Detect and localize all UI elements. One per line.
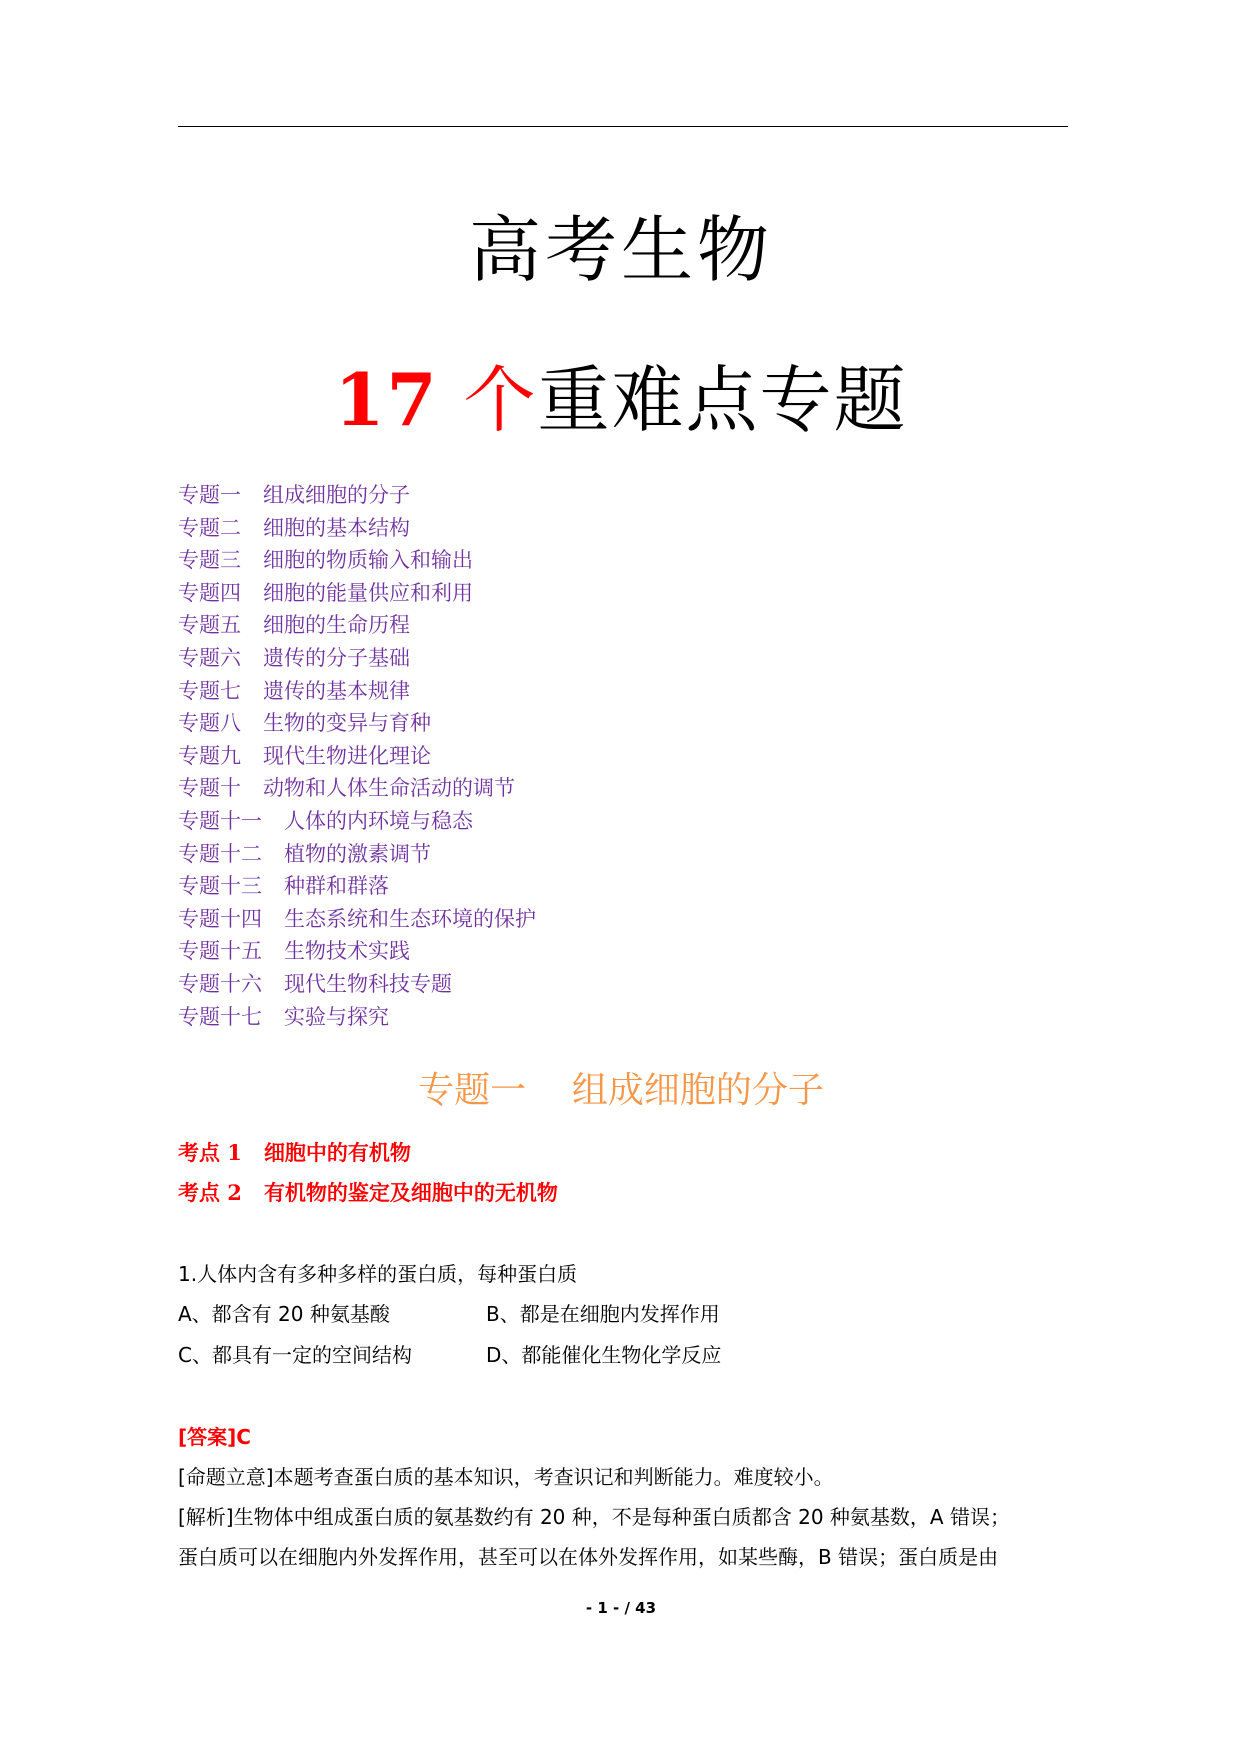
toc-item-label: 专题十二 (178, 841, 262, 866)
toc-item[interactable] (178, 544, 978, 577)
toc-item-text: 生物技术实践 (284, 939, 410, 964)
toc-item-text: 细胞的基本结构 (263, 515, 410, 540)
title-measure-word: 个 (463, 358, 538, 442)
toc-item[interactable] (178, 512, 978, 545)
title-number: 17 (334, 357, 439, 442)
toc-item-label: 专题十三 (178, 874, 262, 899)
toc-item[interactable] (178, 805, 978, 838)
analysis-line-1: [解析]生物体中组成蛋白质的氨基数约有 20 种，不是每种蛋白质都含 20 种氨基数，A 错误； (178, 1505, 1010, 1529)
toc-item[interactable] (178, 968, 978, 1001)
toc-item-label: 专题十五 (178, 939, 262, 964)
options-row-1 (178, 1299, 794, 1329)
toc-item-label: 专题五 (178, 613, 241, 638)
toc-item-label: 专题三 (178, 548, 241, 573)
toc-item-text: 生物的变异与育种 (263, 711, 431, 736)
toc-item-label: 专题十一 (178, 808, 262, 833)
toc-item-text: 细胞的能量供应和利用 (263, 580, 473, 605)
exam-point-label: 考点 1 (178, 1140, 242, 1165)
option-a: A、都含有 20 种氨基酸 (178, 1302, 390, 1326)
toc-item[interactable] (178, 577, 978, 610)
exam-point-2 (178, 1178, 558, 1208)
title-line-1: 高考生物 (468, 208, 773, 292)
question-stem: 1.人体内含有多种多样的蛋白质，每种蛋白质 (178, 1262, 578, 1286)
toc-item[interactable] (178, 772, 978, 805)
toc-item[interactable] (178, 903, 978, 936)
toc-item[interactable] (178, 838, 978, 871)
toc-item[interactable] (178, 870, 978, 903)
toc-item-text: 现代生物进化理论 (263, 743, 431, 768)
toc-item-label: 专题二 (178, 515, 241, 540)
toc-item-text: 生态系统和生态环境的保护 (284, 906, 536, 931)
answer: [答案]C (178, 1425, 251, 1449)
toc-item-text: 动物和人体生命活动的调节 (263, 776, 515, 801)
toc-item-text: 植物的激素调节 (284, 841, 431, 866)
toc-item-text: 人体的内环境与稳态 (284, 808, 473, 833)
toc-item-text: 实验与探究 (284, 1004, 389, 1029)
toc-item-text: 现代生物科技专题 (284, 971, 452, 996)
toc-item[interactable] (178, 675, 978, 708)
toc-item-label: 专题十四 (178, 906, 262, 931)
toc-item-label: 专题十七 (178, 1004, 262, 1029)
toc-item-text: 细胞的物质输入和输出 (263, 548, 473, 573)
toc-item[interactable] (178, 609, 978, 642)
toc-item-label: 专题十六 (178, 971, 262, 996)
proposition-intent: [命题立意]本题考查蛋白质的基本知识，考查识记和判断能力。难度较小。 (178, 1465, 834, 1489)
option-b: B、都是在细胞内发挥作用 (486, 1302, 720, 1326)
toc-item-label: 专题七 (178, 678, 241, 703)
toc-item[interactable] (178, 479, 978, 512)
options-row-2 (178, 1340, 794, 1370)
exam-point-text: 细胞中的有机物 (263, 1140, 411, 1165)
page-number: - 1 - / 43 (585, 1599, 657, 1617)
toc-item-label: 专题四 (178, 580, 241, 605)
toc-item-text: 种群和群落 (284, 874, 389, 899)
toc-item-label: 专题九 (178, 743, 241, 768)
toc-item-text: 组成细胞的分子 (263, 483, 410, 507)
option-d: D、都能催化生物化学反应 (486, 1343, 722, 1367)
toc-item-text: 遗传的基本规律 (263, 678, 410, 703)
title-rest: 重难点专题 (537, 358, 908, 442)
exam-point-label: 考点 2 (178, 1180, 242, 1205)
analysis-line-2: 蛋白质可以在细胞内外发挥作用，甚至可以在体外发挥作用，如某些酶，B 错误；蛋白质是由 (178, 1545, 999, 1569)
table-of-contents (178, 479, 978, 1033)
title-line-2 (0, 355, 1242, 445)
exam-point-text: 有机物的鉴定及细胞中的无机物 (263, 1180, 558, 1205)
toc-item-label: 专题六 (178, 645, 241, 670)
option-c: C、都具有一定的空间结构 (178, 1343, 412, 1367)
toc-item[interactable] (178, 740, 978, 773)
toc-item[interactable] (178, 1001, 978, 1034)
toc-item[interactable] (178, 935, 978, 968)
toc-item[interactable] (178, 707, 978, 740)
exam-point-1 (178, 1138, 411, 1168)
toc-item-label: 专题八 (178, 711, 241, 736)
toc-item-label: 专题十 (178, 776, 241, 801)
toc-item-text: 细胞的生命历程 (263, 613, 410, 638)
toc-item-label: 专题一 (178, 483, 241, 507)
section-heading: 专题一 组成细胞的分子 (418, 1070, 824, 1111)
toc-item-text: 遗传的分子基础 (263, 645, 410, 670)
toc-item[interactable] (178, 642, 978, 675)
header-rule (178, 126, 1068, 127)
